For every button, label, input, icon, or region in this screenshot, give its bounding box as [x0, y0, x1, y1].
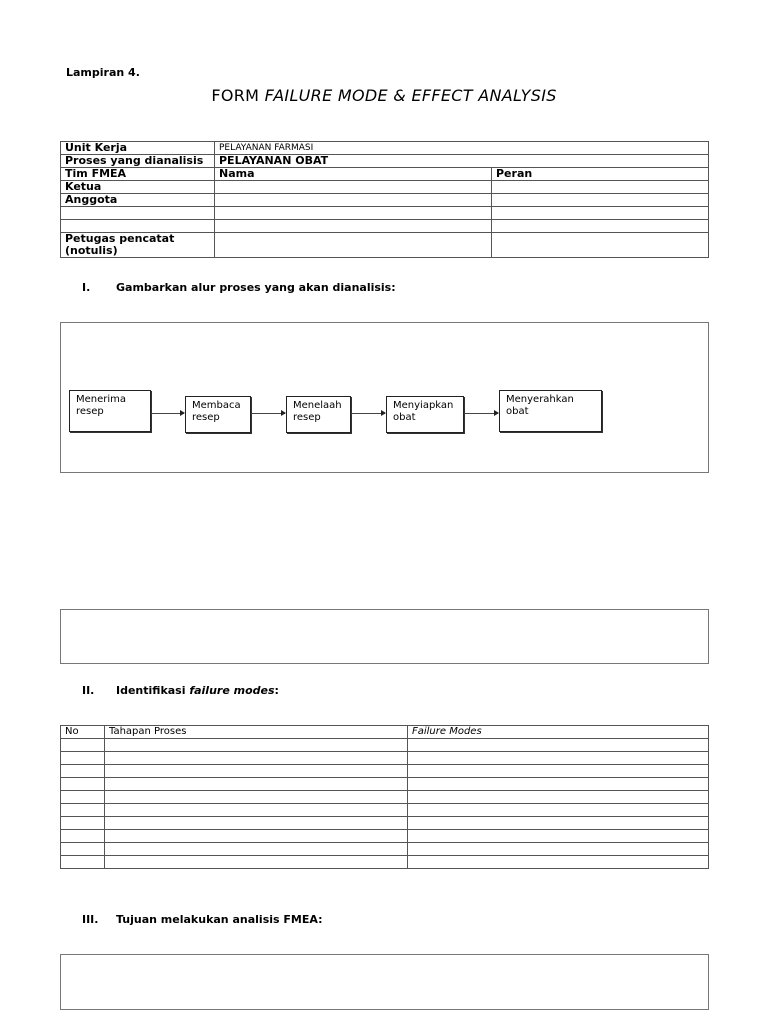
no-cell[interactable] — [61, 791, 105, 804]
anggota-peran-cell[interactable] — [492, 194, 709, 207]
failure-cell[interactable] — [408, 830, 709, 843]
unit-kerja-value[interactable]: PELAYANAN FARMASI — [215, 142, 709, 155]
anggota-2-nama-cell[interactable] — [215, 207, 492, 220]
table-row — [61, 843, 709, 856]
petugas-label — [61, 233, 215, 258]
peran-header: Peran — [492, 168, 709, 181]
failure-table-header — [61, 726, 709, 739]
failure-cell[interactable] — [408, 817, 709, 830]
lampiran-label: Lampiran 4. — [66, 66, 140, 79]
failure-cell[interactable] — [408, 804, 709, 817]
tahapan-cell[interactable] — [105, 830, 408, 843]
row-unit-kerja — [61, 142, 709, 155]
step-1-line1: Menerima — [76, 394, 127, 405]
petugas-label-line1: Petugas pencatat — [65, 232, 175, 245]
table-row — [61, 856, 709, 869]
section-3-title: Tujuan melakukan analisis FMEA: — [116, 913, 323, 926]
step-5-line2: obat — [506, 406, 529, 417]
anggota-2-peran-cell[interactable] — [492, 207, 709, 220]
table-row — [61, 804, 709, 817]
arrow-1-2 — [151, 413, 184, 414]
tahapan-cell[interactable] — [105, 843, 408, 856]
anggota-nama-cell[interactable] — [215, 194, 492, 207]
no-cell[interactable] — [61, 752, 105, 765]
failure-cell[interactable] — [408, 778, 709, 791]
notes-box-1[interactable] — [60, 609, 709, 664]
section-2-number: II. — [82, 684, 95, 697]
table-row — [61, 752, 709, 765]
proses-label: Proses yang dianalisis — [61, 155, 215, 168]
failure-cell[interactable] — [408, 765, 709, 778]
process-step-5 — [499, 390, 602, 432]
failure-cell[interactable] — [408, 752, 709, 765]
step-2-line2: resep — [192, 412, 220, 423]
row-proses — [61, 155, 709, 168]
section-2-heading — [82, 684, 279, 697]
col-no-header: No — [61, 726, 105, 739]
no-cell[interactable] — [61, 765, 105, 778]
ketua-nama-cell[interactable] — [215, 181, 492, 194]
process-step-1 — [69, 390, 151, 432]
step-3-line2: resep — [293, 412, 321, 423]
tahapan-cell[interactable] — [105, 778, 408, 791]
process-step-4 — [386, 396, 464, 433]
tahapan-cell[interactable] — [105, 765, 408, 778]
step-3-line1: Menelaah — [293, 400, 342, 411]
unit-kerja-label: Unit Kerja — [61, 142, 215, 155]
table-row — [61, 778, 709, 791]
section-2-title-prefix: Identifikasi — [116, 684, 190, 697]
tim-label: Tim FMEA — [61, 168, 215, 181]
no-cell[interactable] — [61, 856, 105, 869]
failure-cell[interactable] — [408, 856, 709, 869]
no-cell[interactable] — [61, 817, 105, 830]
row-ketua — [61, 181, 709, 194]
table-row — [61, 791, 709, 804]
page-title — [0, 86, 768, 105]
arrow-2-3 — [251, 413, 285, 414]
no-cell[interactable] — [61, 739, 105, 752]
table-row — [61, 739, 709, 752]
petugas-peran-cell[interactable] — [492, 233, 709, 258]
no-cell[interactable] — [61, 778, 105, 791]
ketua-label: Ketua — [61, 181, 215, 194]
anggota-2-label-cell — [61, 207, 215, 220]
tahapan-cell[interactable] — [105, 739, 408, 752]
proses-value[interactable]: PELAYANAN OBAT — [215, 155, 709, 168]
section-3-heading — [82, 913, 322, 926]
step-4-line2: obat — [393, 412, 416, 423]
notes-box-2[interactable] — [60, 954, 709, 1010]
tahapan-cell[interactable] — [105, 856, 408, 869]
section-2-title-italic: failure modes — [189, 684, 275, 697]
step-1-line2: resep — [76, 406, 104, 417]
table-row — [61, 817, 709, 830]
table-row — [61, 830, 709, 843]
info-table — [60, 141, 709, 258]
process-step-3 — [286, 396, 351, 433]
section-3-number: III. — [82, 913, 99, 926]
row-petugas — [61, 233, 709, 258]
no-cell[interactable] — [61, 804, 105, 817]
no-cell[interactable] — [61, 843, 105, 856]
no-cell[interactable] — [61, 830, 105, 843]
step-4-line1: Menyiapkan — [393, 400, 454, 411]
tahapan-cell[interactable] — [105, 804, 408, 817]
anggota-3-peran-cell[interactable] — [492, 220, 709, 233]
process-flow-box — [60, 322, 709, 473]
col-failure-header: Failure Modes — [408, 726, 709, 739]
tahapan-cell[interactable] — [105, 752, 408, 765]
col-tahapan-header: Tahapan Proses — [105, 726, 408, 739]
table-row — [61, 765, 709, 778]
row-anggota-2 — [61, 207, 709, 220]
section-2-title-suffix: : — [274, 684, 279, 697]
section-1-title: Gambarkan alur proses yang akan dianalisis: — [116, 281, 396, 294]
petugas-nama-cell[interactable] — [215, 233, 492, 258]
step-5-line1: Menyerahkan — [506, 394, 574, 405]
nama-header: Nama — [215, 168, 492, 181]
process-step-2 — [185, 396, 251, 433]
arrow-4-5 — [464, 413, 498, 414]
petugas-label-line2: (notulis) — [65, 244, 118, 257]
anggota-label: Anggota — [61, 194, 215, 207]
failure-cell[interactable] — [408, 791, 709, 804]
title-prefix: FORM — [211, 86, 265, 105]
title-italic: FAILURE MODE & EFFECT ANALYSIS — [264, 86, 557, 105]
row-anggota-3 — [61, 220, 709, 233]
tahapan-cell[interactable] — [105, 791, 408, 804]
section-1-number: I. — [82, 281, 91, 294]
row-anggota — [61, 194, 709, 207]
anggota-3-label-cell — [61, 220, 215, 233]
tahapan-cell[interactable] — [105, 817, 408, 830]
row-tim — [61, 168, 709, 181]
ketua-peran-cell[interactable] — [492, 181, 709, 194]
failure-cell[interactable] — [408, 843, 709, 856]
anggota-3-nama-cell[interactable] — [215, 220, 492, 233]
section-1-heading — [82, 281, 396, 294]
failure-modes-table — [60, 725, 709, 869]
step-2-line1: Membaca — [192, 400, 241, 411]
failure-cell[interactable] — [408, 739, 709, 752]
arrow-3-4 — [351, 413, 385, 414]
